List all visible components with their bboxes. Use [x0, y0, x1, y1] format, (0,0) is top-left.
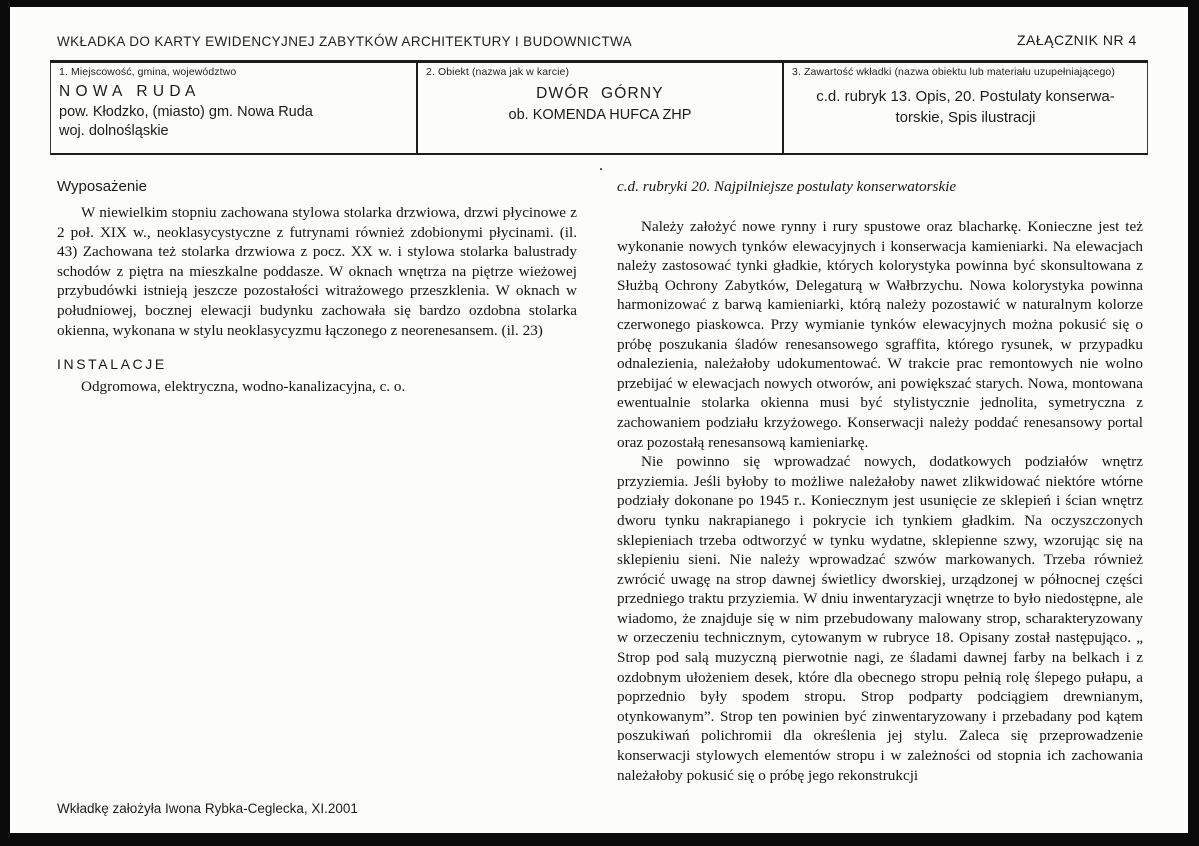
contents-description-line2: torskie, Spis ilustracji	[895, 109, 1036, 126]
installations-paragraph: Odgromowa, elektryczna, wodno-kanalizacyjna, c. o.	[81, 378, 406, 396]
field-locality-label: 1. Miejscowość, gmina, województwo	[59, 66, 237, 78]
left-text-column	[57, 178, 577, 397]
contents-description	[792, 86, 1139, 128]
right-text-column	[617, 178, 1143, 785]
field-contents	[784, 63, 1147, 153]
installations-heading: INSTALACJE	[57, 356, 167, 373]
field-contents-label: 3. Zawartość wkładki (nazwa obiektu lub materiału uzupełniającego)	[792, 66, 1115, 78]
field-object-label: 2. Obiekt (nazwa jak w karcie)	[426, 66, 570, 78]
equipment-heading: Wyposażenie	[57, 178, 147, 195]
postulates-heading: c.d. rubryki 20. Najpilniejsze postulaty konserwatorskie	[617, 178, 957, 195]
attachment-number: ZAŁĄCZNIK NR 4	[1017, 32, 1137, 48]
field-object	[418, 63, 784, 153]
locality-voivodeship: woj. dolnośląskie	[59, 123, 169, 139]
field-locality	[51, 63, 418, 153]
locality-name: N O W A R U D A	[59, 83, 196, 100]
object-current-use: ob. KOMENDA HUFCA ZHP	[508, 107, 692, 123]
stray-ink-mark: .	[599, 157, 603, 174]
header-fields-table	[50, 63, 1148, 155]
equipment-paragraph: W niewielkim stopniu zachowana stylowa stolarka drzwiowa, drzwi płycinowe z 2 poł. XIX w., neoklasycystyczne z futrynami również zdobionymi płycinami. (il. 43) Zachowana też stolarka drzwiowa z pocz. XX w. i stylowa stolarka balustrady schodów z piętra na mieszkalne poddasze. W oknach wnętrza na piętrze wieżowej przybudówki istnieją jeszcze pozostałości witrażowego przeszklenia. W oknach w południowej, bocznej elewacji budynku zachowała się bardzo ozdobna stolarka okienna, wykonana w stylu neoklasycyzmu łączonego z neorenesansem. (il. 23)	[57, 204, 577, 339]
postulates-paragraph-2: Nie powinno się wprowadzać nowych, dodatkowych podziałów wnętrz przyziemia. Jeśli byłoby to możliwe należałoby nawet zlikwidować niektóre wtórne podziały dokonane po 1945 r.. Koniecznym jest usunięcie ze sklepień i ścian wnętrz dworu tynku nakrapianego i pokrycie ich tynkiem gładkim. Na oczyszczonych sklepieniach trzeba odtworzyć w tynku wydatne, sklepienne szwy, wzorując się na sklepieniu sieni. Nie należy wprowadzać szwów markowanych. Trzeba również zwrócić uwagę na strop dawnej świetlicy dworskiej, urządzonej w północnej części przedniego traktu przyziemia. W dniu inwentaryzacji wnętrze to było niedostępne, ale wiadomo, że znajduje się w nim przebudowany malowany strop, scharakteryzowany w orzeczeniu technicznym, cytowanym w rubryce 18. Opisany został następująco. „ Strop pod salą muzyczną pierwotnie nagi, ze śladami dawnej farby na belkach i z ozdobnym ułożeniem desek, które dla obecnego stropu pełnią rolę ślepego pułapu, a poprzednio były spodem stropu. Strop podparty podciągiem drewnianym, otynkowanym”. Strop ten powinien być zinwentaryzowany i przebadany pod kątem poszukiwań polichromii dla określenia jej stylu. Zaleca się przeprowadzenie konserwacji stylowych elementów stropu i w zależności od stopnia ich zachowania należałoby pokusić się o próbę jego rekonstrukcji	[617, 453, 1143, 784]
object-name: DWÓR GÓRNY	[536, 85, 664, 102]
document-title: WKŁADKA DO KARTY EWIDENCYJNEJ ZABYTKÓW ARCHITEKTURY I BUDOWNICTWA	[57, 34, 633, 49]
postulates-paragraph-1: Należy założyć nowe rynny i rury spustowe oraz blacharkę. Konieczne jest też wykonanie nowych tynków elewacyjnych i konserwacja kamieniarki. Na elewacjach należy zastosować tynki gładkie, których kolorystyka powinna być skonsultowana z Służbą Ochrony Zabytków, Delegaturą w Wałbrzychu. Nowa kolorystyka powinna harmonizować z barwą kamieniarki, którą należy pozostawić w naturalnym kolorze czerwonego piaskowca. Przy wymianie tynków elewacyjnych można pokusić się o próbę poszukania śladów renesansowego sgraffita, którego rysunek, w przypadku odnalezienia, należałoby udokumentować. W trakcie prac remontowych nie wolno przebijać w elewacjach nowych otworów, ani powiększać starych. Nowa, montowana ewentualnie stolarka okienna musi być stylistycznie jednolita, symetryczna z zachowaniem podziału krzyżowego. Konserwacji należy poddać renesansowy portal oraz pozostałą renesansową kamieniarkę.	[617, 218, 1143, 451]
document-page	[10, 7, 1188, 833]
contents-description-line1: c.d. rubryk 13. Opis, 20. Postulaty konserwa-	[816, 88, 1115, 105]
footer-author-note: Wkładkę założyła Iwona Rybka-Ceglecka, XI.2001	[57, 801, 358, 816]
locality-district: pow. Kłodzko, (miasto) gm. Nowa Ruda	[59, 104, 313, 120]
